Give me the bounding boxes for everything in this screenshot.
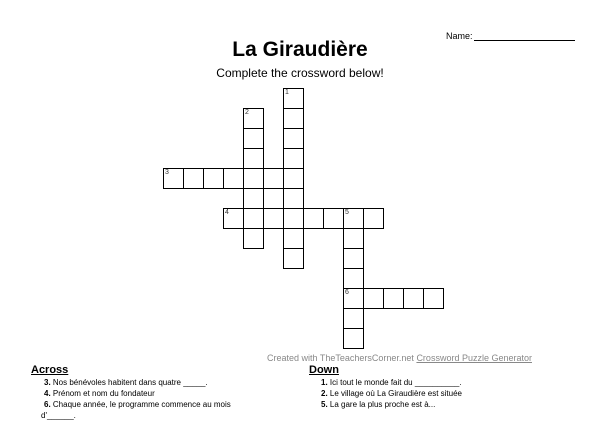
cell-number: 5 — [345, 209, 349, 216]
crossword-cell[interactable] — [323, 208, 344, 229]
crossword-cell[interactable] — [263, 168, 284, 189]
crossword-cell[interactable] — [263, 208, 284, 229]
crossword-cell[interactable] — [243, 148, 264, 169]
page-subtitle: Complete the crossword below! — [216, 66, 384, 80]
clue-down-2 — [321, 388, 561, 399]
crossword-cell[interactable] — [343, 248, 364, 269]
cell-number: 3 — [165, 169, 169, 176]
crossword-cell[interactable] — [283, 168, 304, 189]
crossword-cell[interactable] — [423, 288, 444, 309]
across-heading: Across — [31, 364, 69, 376]
crossword-cell[interactable] — [243, 228, 264, 249]
crossword-cell[interactable] — [283, 88, 304, 109]
crossword-cell[interactable] — [343, 328, 364, 349]
cell-number: 4 — [225, 209, 229, 216]
clue-text: Le village où La Giraudière est située — [329, 389, 462, 398]
clue-down-5 — [321, 399, 561, 410]
crossword-cell[interactable] — [363, 288, 384, 309]
crossword-cell[interactable] — [243, 168, 264, 189]
clue-number: 3. — [44, 378, 51, 387]
crossword-cell[interactable] — [283, 228, 304, 249]
crossword-cell[interactable] — [283, 108, 304, 129]
page-title: La Giraudière — [232, 38, 368, 61]
crossword-cell[interactable] — [243, 208, 264, 229]
crossword-cell[interactable] — [223, 168, 244, 189]
credit-text: Created with TheTeachersCorner.net — [267, 353, 414, 363]
crossword-cell[interactable] — [163, 168, 184, 189]
cell-number: 2 — [245, 109, 249, 116]
crossword-cell[interactable] — [183, 168, 204, 189]
crossword-cell[interactable] — [243, 128, 264, 149]
clue-across-6 — [44, 399, 289, 410]
down-clues — [321, 377, 561, 410]
crossword-cell[interactable] — [283, 188, 304, 209]
crossword-cell[interactable] — [203, 168, 224, 189]
clue-number: 1. — [321, 378, 328, 387]
clue-across-3 — [44, 377, 289, 388]
clue-number: 6. — [44, 400, 51, 409]
crossword-cell[interactable] — [363, 208, 384, 229]
crossword-cell[interactable] — [243, 108, 264, 129]
crossword-cell[interactable] — [403, 288, 424, 309]
clue-number: 4. — [44, 389, 51, 398]
name-label: Name: — [446, 31, 473, 41]
crossword-cell[interactable] — [343, 228, 364, 249]
crossword-cell[interactable] — [283, 208, 304, 229]
crossword-cell[interactable] — [343, 268, 364, 289]
cell-number: 6 — [345, 289, 349, 296]
across-clues — [41, 377, 289, 421]
crossword-cell[interactable] — [303, 208, 324, 229]
clue-text: La gare la plus proche est à... — [329, 400, 436, 409]
clue-text: Chaque année, le programme commence au mois — [52, 400, 231, 409]
clue-across-4 — [44, 388, 289, 399]
crossword-cell[interactable] — [383, 288, 404, 309]
crossword-cell[interactable] — [283, 248, 304, 269]
credit-link[interactable]: Crossword Puzzle Generator — [416, 353, 532, 363]
clue-down-1 — [321, 377, 561, 388]
clue-text: Prénom et nom du fondateur — [52, 389, 155, 398]
crossword-cell[interactable] — [343, 208, 364, 229]
crossword-cell[interactable] — [343, 308, 364, 329]
clue-text: Nos bénévoles habitent dans quatre _____. — [52, 378, 208, 387]
crossword-cell[interactable] — [243, 188, 264, 209]
crossword-cell[interactable] — [343, 288, 364, 309]
crossword-cell[interactable] — [283, 148, 304, 169]
clue-text: Ici tout le monde fait du __________. — [329, 378, 462, 387]
cell-number: 1 — [285, 89, 289, 96]
clue-number: 2. — [321, 389, 328, 398]
credit-line — [267, 353, 532, 363]
crossword-cell[interactable] — [223, 208, 244, 229]
down-heading: Down — [309, 364, 339, 376]
clue-number: 5. — [321, 400, 328, 409]
crossword-cell[interactable] — [283, 128, 304, 149]
clue-across-6-continuation: d'______. — [41, 411, 76, 420]
